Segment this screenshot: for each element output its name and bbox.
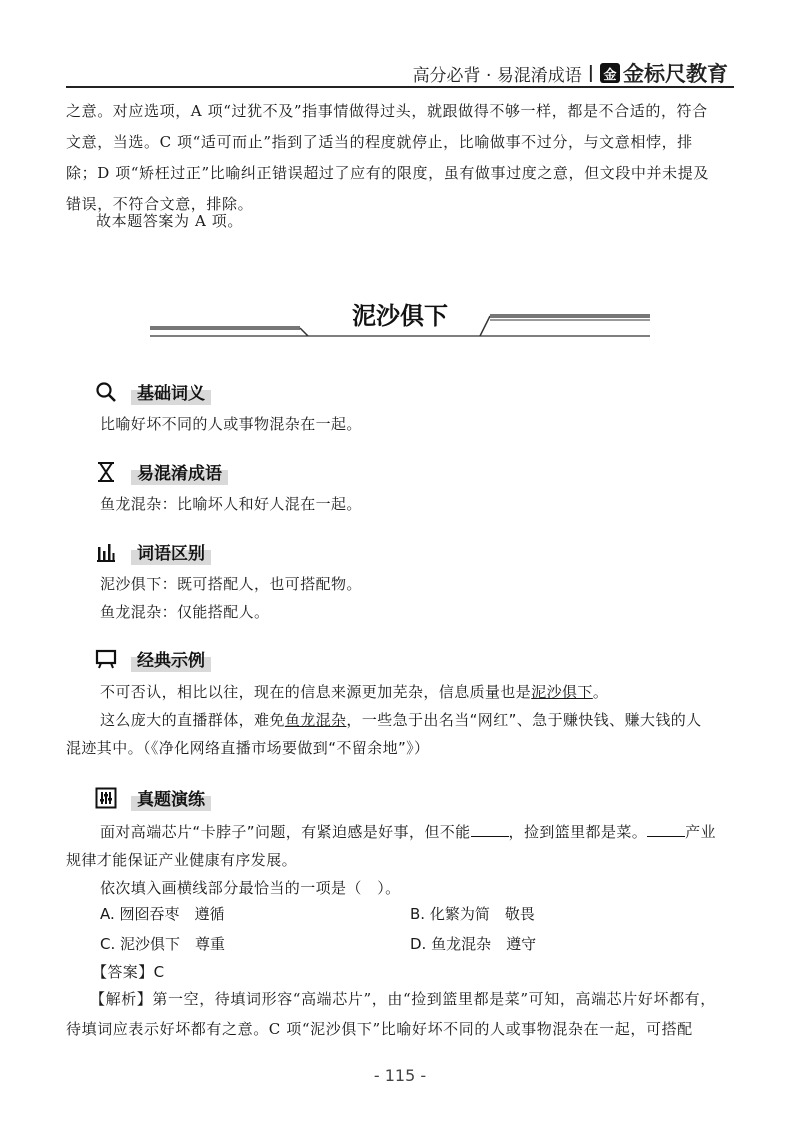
answer-text: 【答案】C xyxy=(92,963,165,981)
section-label: 基础词义 xyxy=(131,378,211,405)
question-part-1: 面对高端芯片“卡脖子”问题，有紧迫感是好事，但不能 xyxy=(100,823,471,841)
intro-paragraph: 之意。对应选项，A 项“过犹不及”指事情做得过头，就跟做得不够一样，都是不合适的，符合文意，当选。C 项“适可而止”指到了适当的程度就停止，比喻做事不过分，与文意相悖，排除；D 项“矫枉过正”比喻纠正错误超过了应有的限度，虽有做事过度之意，但文段中并未提及错误，不符合文意，排除。 xyxy=(66,102,709,213)
section-word-difference xyxy=(95,538,211,565)
example-2-keyword: 鱼龙混杂 xyxy=(284,711,347,729)
section-exam-practice xyxy=(95,784,211,811)
hourglass-icon xyxy=(95,461,117,483)
example-1 xyxy=(100,678,720,706)
header-title: 高分必背 · 易混淆成语 xyxy=(412,65,582,86)
fill-blank-1 xyxy=(471,822,509,837)
option-c: C. 泥沙俱下 尊重 xyxy=(100,934,226,953)
option-b: B. 化繁为简 敬畏 xyxy=(410,904,535,923)
board-icon xyxy=(95,648,117,670)
fill-blank-2 xyxy=(647,822,685,837)
practice-instruction: 依次填入画横线部分最恰当的一项是（ ）。 xyxy=(100,879,401,897)
running-header xyxy=(413,58,728,88)
section-label: 词语区别 xyxy=(131,538,211,565)
section-confusable-idiom xyxy=(95,458,228,485)
section-label: 易混淆成语 xyxy=(131,458,228,485)
logo-text: 金标尺教育 xyxy=(623,62,728,86)
option-d: D. 鱼龙混杂 遵守 xyxy=(410,934,537,953)
logo-mark-icon: 金 xyxy=(600,63,620,83)
example-1-end: 。 xyxy=(592,683,609,701)
example-2-text: 这么庞大的直播群体，难免 xyxy=(100,711,285,729)
practice-question xyxy=(66,818,716,874)
question-part-2: ，捡到篮里都是菜。 xyxy=(508,823,648,841)
option-a: A. 囫囵吞枣 遵循 xyxy=(100,904,225,923)
sliders-icon xyxy=(95,787,117,809)
page-number: - 115 - xyxy=(373,1066,427,1085)
basic-meaning-text: 比喻好坏不同的人或事物混杂在一起。 xyxy=(100,415,362,433)
brand-logo xyxy=(600,58,728,88)
section-classic-examples xyxy=(95,645,211,672)
answer-options xyxy=(100,898,720,958)
idiom-title-banner xyxy=(150,290,650,350)
options-row xyxy=(100,928,720,958)
options-row xyxy=(100,898,720,928)
example-2-rest: ，一些急于出名当“网红”、急于赚快钱、赚大钱的人混迹其中。（《净化网络直播市场要做到“不留余地”》） xyxy=(66,711,702,757)
header-separator: | xyxy=(587,63,594,83)
difference-line-2: 鱼龙混杂：仅能搭配人。 xyxy=(100,603,270,621)
header-rule xyxy=(66,86,734,88)
confusable-idiom-text: 鱼龙混杂：比喻坏人和好人混在一起。 xyxy=(100,495,362,513)
difference-line-1: 泥沙俱下：既可搭配人，也可搭配物。 xyxy=(100,575,362,593)
example-2 xyxy=(66,706,716,762)
section-label: 经典示例 xyxy=(131,645,211,672)
bar-chart-icon xyxy=(95,541,117,563)
section-basic-meaning xyxy=(95,378,211,405)
analysis-text: 【解析】第一空，待填词形容“高端芯片”，由“捡到篮里都是菜”可知，高端芯片好坏都有，待填词应表示好坏都有之意。C 项“泥沙俱下”比喻好坏不同的人或事物混杂在一起，可搭配 xyxy=(66,990,716,1038)
question-part-3: 产业规律才能保证产业健康有序发展。 xyxy=(66,823,716,869)
idiom-title: 泥沙俱下 xyxy=(352,302,448,330)
example-1-text: 不可否认，相比以往，现在的信息来源更加芜杂，信息质量也是 xyxy=(100,683,532,701)
intro-conclusion: 故本题答案为 A 项。 xyxy=(96,212,243,230)
example-1-keyword: 泥沙俱下 xyxy=(531,683,593,701)
section-label: 真题演练 xyxy=(131,784,211,811)
magnifier-icon xyxy=(95,381,117,403)
